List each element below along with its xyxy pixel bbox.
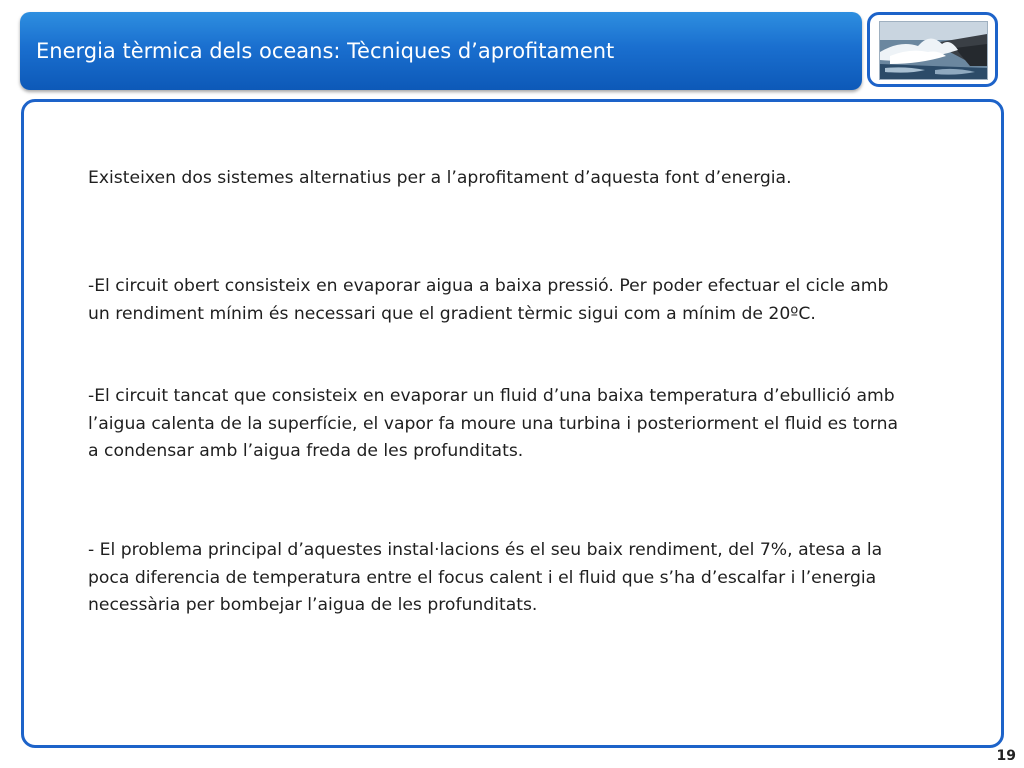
slide-title: Energia tèrmica dels oceans: Tècniques d’aprofitament (36, 39, 615, 63)
title-bar (20, 12, 862, 90)
ocean-wave-illustration (880, 22, 987, 79)
paragraph-intro: Existeixen dos sistemes alternatius per a l’aprofitament d’aquesta font d’energia. (88, 168, 792, 188)
photo-frame (867, 12, 998, 87)
paragraph-closed-circuit: -El circuit tancat que consisteix en evaporar un fluid d’una baixa temperatura d’ebullició amb l’aigua calenta de la superfície, el vapor fa moure una turbina i posteriorment el fluid es torna a condensar amb l’aigua freda de les profunditats. (88, 386, 899, 461)
page-number: 19 (996, 748, 1016, 764)
paragraph-open-circuit: -El circuit obert consisteix en evaporar aigua a baixa pressió. Per poder efectuar el cicle amb un rendiment mínim és necessari que el gradient tèrmic sigui com a mínim de 20ºC. (88, 276, 889, 324)
ocean-wave-image (879, 21, 988, 80)
paragraph-main-problem: - El problema principal d’aquestes instal·lacions és el seu baix rendiment, del 7%, atesa a la poca diferencia de temperatura entre el focus calent i el fluid que s’ha d’escalfar i l’energia necessària per bombejar l’aigua de les profunditats. (88, 540, 883, 615)
